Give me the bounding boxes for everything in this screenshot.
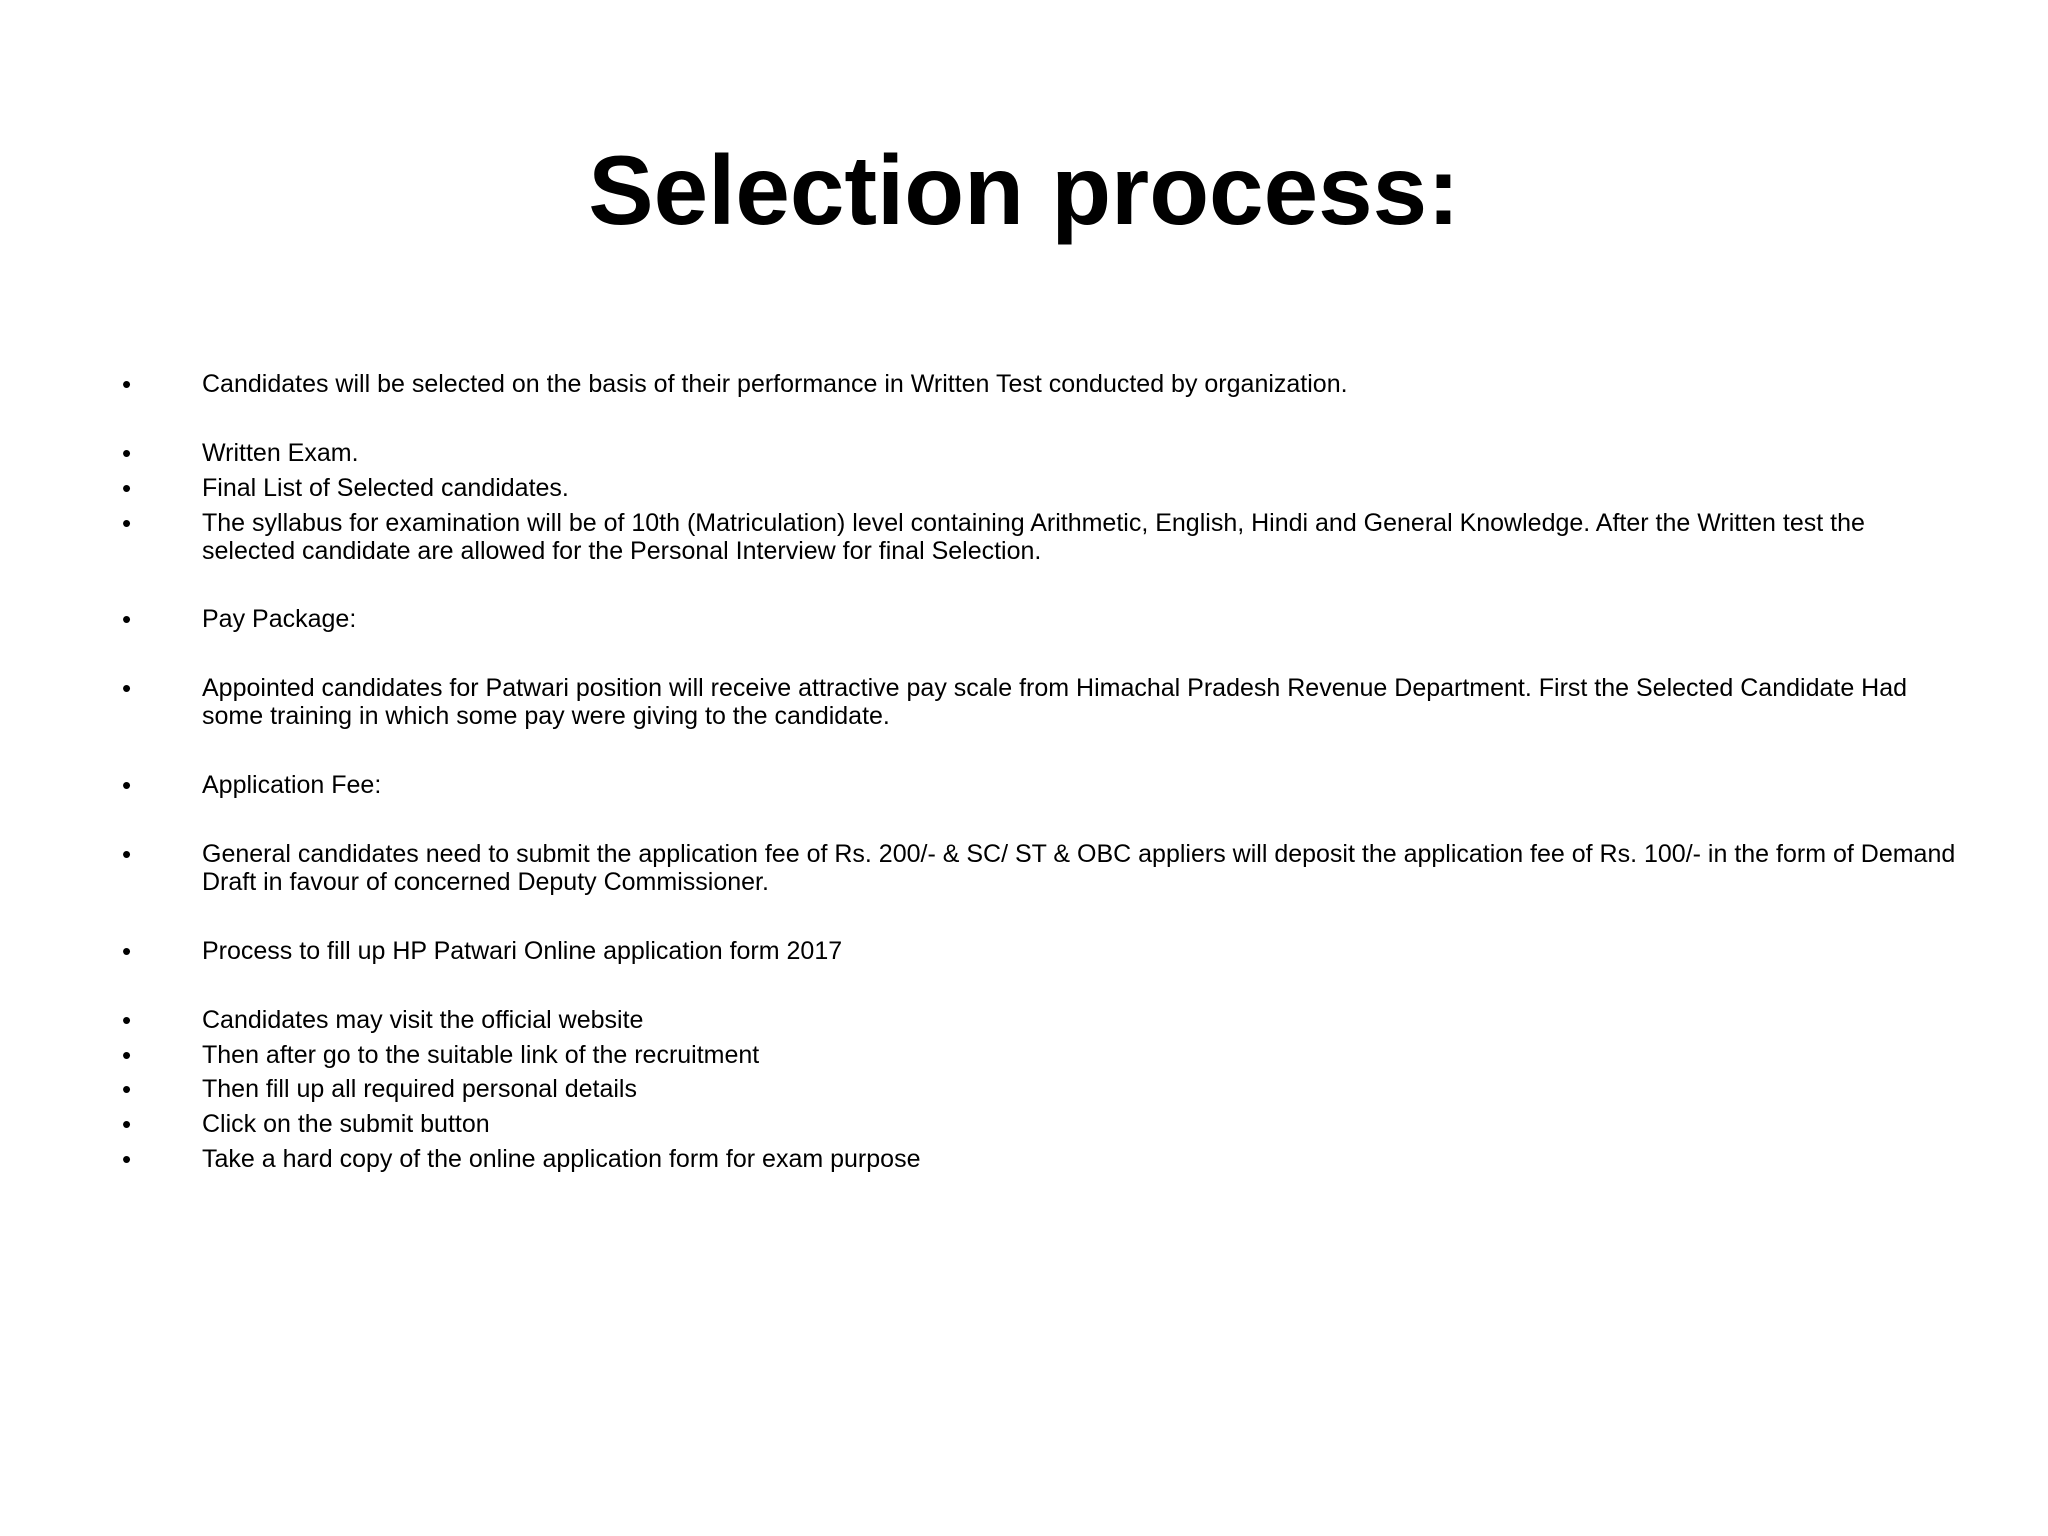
list-item-text: Candidates will be selected on the basis of their performance in Written Test conducted by organization. <box>202 370 1348 398</box>
list-item-text: Application Fee: <box>202 771 382 799</box>
list-item-text: Then after go to the suitable link of the recruitment <box>202 1041 760 1069</box>
bullet-icon: • <box>122 438 132 468</box>
bullet-icon: • <box>122 604 132 634</box>
bullet-icon: • <box>122 936 132 966</box>
list-item-text: Take a hard copy of the online application form for exam purpose <box>202 1145 921 1173</box>
list-item-text: Then fill up all required personal details <box>202 1075 637 1103</box>
slide-title: Selection process: <box>588 135 1460 245</box>
list-item-text: Candidates may visit the official website <box>202 1006 644 1034</box>
list-item-text: Process to fill up HP Patwari Online application form 2017 <box>202 937 843 965</box>
bullet-icon: • <box>122 1040 132 1070</box>
list-item-text: Written Exam. <box>202 439 359 467</box>
bullet-icon: • <box>122 1109 132 1139</box>
bullet-icon: • <box>122 839 132 869</box>
bullet-icon: • <box>122 673 132 703</box>
bullet-icon: • <box>122 1144 132 1174</box>
list-item-text: General candidates need to submit the application fee of Rs. 200/- & SC/ ST & OBC appliers will deposit the application fee of Rs. 100/- in the form of Demand Draft in favour of concerned Deputy Commissioner. <box>202 840 1956 896</box>
list-item-text: Appointed candidates for Patwari position will receive attractive pay scale from Himachal Pradesh Revenue Department. First the Selected Candidate Had some training in which some pay were giving to the candidate. <box>202 674 1908 730</box>
bullet-icon: • <box>122 473 132 503</box>
list-item-text: Final List of Selected candidates. <box>202 474 569 502</box>
bullet-icon: • <box>122 1074 132 1104</box>
list-item-text: Click on the submit button <box>202 1110 490 1138</box>
bullet-icon: • <box>122 770 132 800</box>
bullet-icon: • <box>122 508 132 538</box>
bullet-icon: • <box>122 1005 132 1035</box>
bullet-icon: • <box>122 369 132 399</box>
list-item-text: Pay Package: <box>202 605 357 633</box>
list-item-text: The syllabus for examination will be of 10th (Matriculation) level containing Arithmetic, English, Hindi and General Knowledge. After the Written test the selected candidate are allowed for the Personal Interview for final Selection. <box>202 509 1865 565</box>
